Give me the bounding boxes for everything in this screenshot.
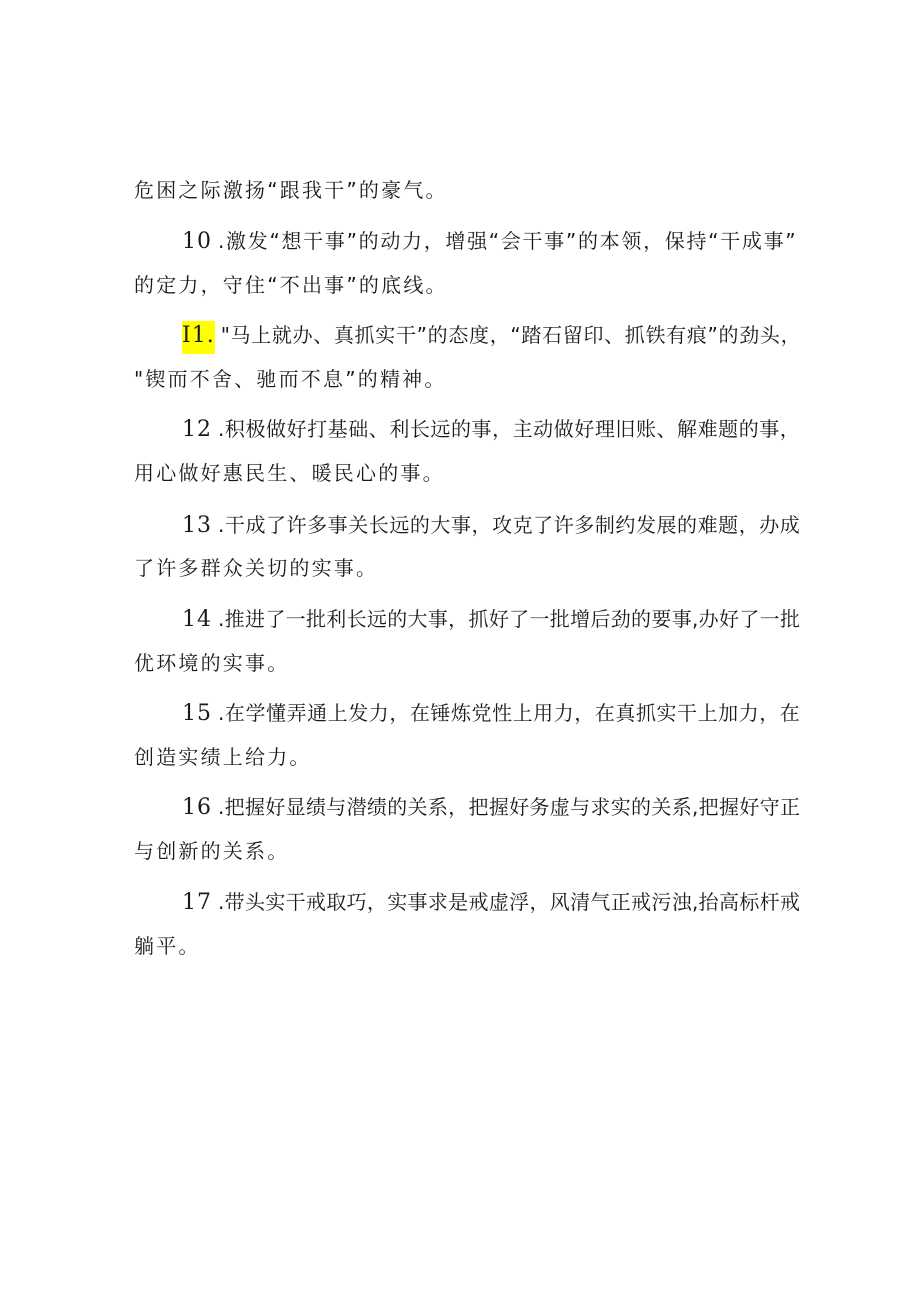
paragraph-line [182,889,800,916]
paragraph-number: 14 [182,607,212,632]
paragraph-number: 17 [182,890,212,915]
paragraph-line [182,322,801,349]
paragraph-line [182,512,800,539]
paragraph-text: 优环境的实事。 [134,651,290,675]
paragraph-number: 13 [182,513,212,538]
paragraph-number: 15 [182,701,212,726]
paragraph-line [182,700,800,727]
paragraph-text: "马上就办、真抓实干”的态度，“踏石留印、抓铁有痕”的劲头， [220,323,802,347]
paragraph-text: 危困之际激扬“跟我干”的豪气。 [134,178,448,202]
paragraph-number: 12 [182,417,212,442]
paragraph-number: 10 [182,229,212,254]
paragraph-text: 躺平。 [134,934,201,958]
paragraph-line [182,794,800,821]
paragraph-line [182,416,800,443]
paragraph-line [134,555,378,581]
paragraph-text: 的定力，守住“不出事”的底线。 [134,273,448,297]
paragraph-text: 用心做好惠民生、暖民心的事。 [134,461,445,485]
paragraph-text: .带头实干戒取巧，实事求是戒虚浮，风清气正戒污浊,抬高标杆戒 [218,890,801,914]
paragraph-line [182,228,797,255]
paragraph-text: 了许多群众关切的实事。 [134,556,379,580]
paragraph-line [134,744,312,770]
paragraph-line [134,460,445,486]
paragraph-text: .把握好显绩与潜绩的关系，把握好务虚与求实的关系,把握好守正 [218,795,801,819]
paragraph-text: 创造实绩上给力。 [134,745,312,769]
paragraph-line [134,933,201,959]
paragraph-line [134,650,289,676]
paragraph-text: .干成了许多事关长远的大事，攻克了许多制约发展的难题，办成 [218,513,801,537]
paragraph-line [134,838,289,864]
paragraph-text: "锲而不舍、驰而不息”的精神。 [134,367,447,391]
paragraph-line [134,177,448,203]
paragraph-line [182,606,800,633]
paragraph-text: .激发“想干事”的动力，增强“会干事”的本领，保持“干成事” [218,229,798,253]
highlighted-paragraph-number: I1. [182,321,215,354]
paragraph-text: .推进了一批利长远的大事，抓好了一批增后劲的要事,办好了一批 [218,607,801,631]
paragraph-line [134,366,447,392]
paragraph-text: .积极做好打基础、利长远的事，主动做好理旧账、解难题的事， [218,417,801,441]
paragraph-number: 16 [182,795,212,820]
paragraph-text: .在学懂弄通上发力，在锤炼党性上用力，在真抓实干上加力，在 [218,701,801,725]
paragraph-line [134,272,448,298]
paragraph-text: 与创新的关系。 [134,839,290,863]
